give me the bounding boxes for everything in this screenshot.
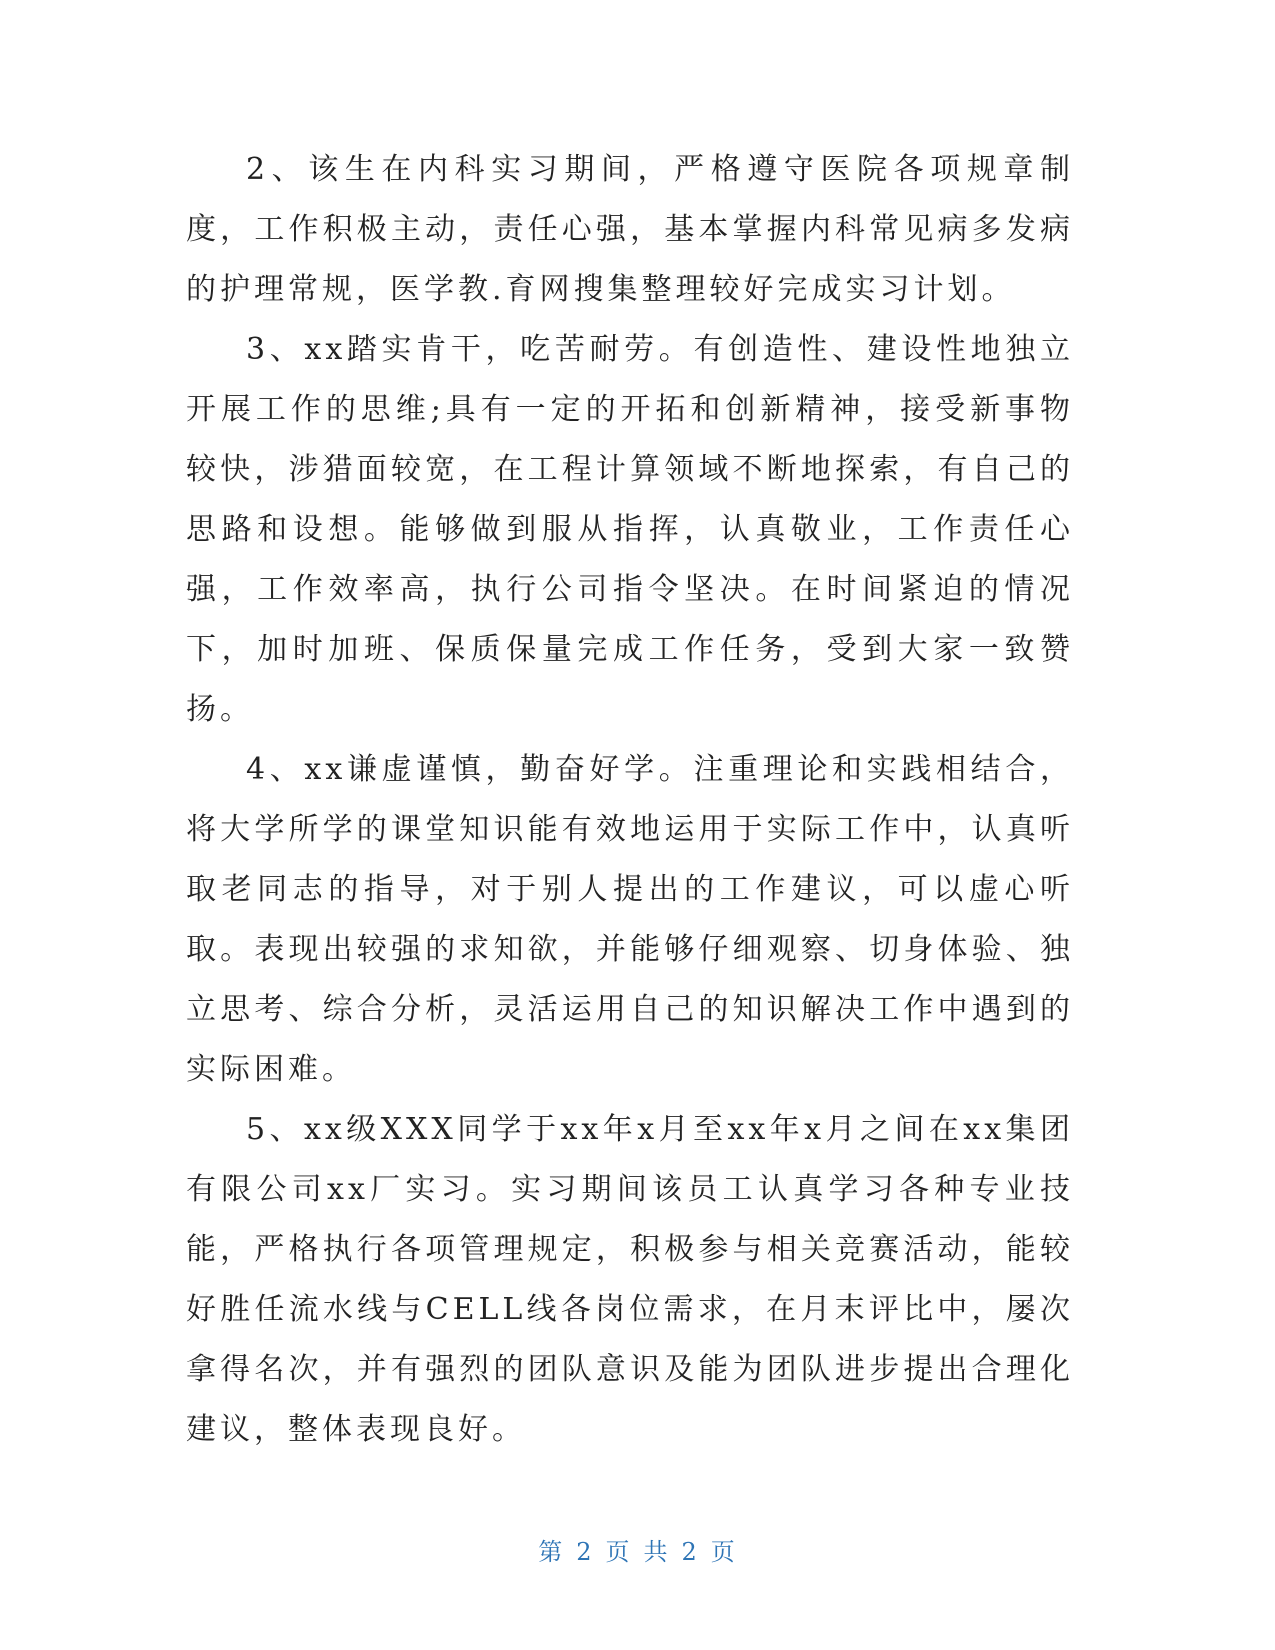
paragraph-item-2: 2、该生在内科实习期间，严格遵守医院各项规章制度，工作积极主动，责任心强，基本掌握内科常见病多发病的护理常规，医学教.育网搜集整理较好完成实习计划。 xyxy=(186,152,1074,307)
footer-page-unit: 页 xyxy=(605,1538,632,1566)
page-footer xyxy=(0,1532,1275,1567)
footer-current-page: 2 xyxy=(576,1538,594,1566)
paragraph-item-4: 4、xx谦虚谨慎，勤奋好学。注重理论和实践相结合，将大学所学的课堂知识能有效地运用于实际工作中，认真听取老同志的指导，对于别人提出的工作建议，可以虚心听取。表现出较强的求知欲，并能够仔细观察、切身体验、独立思考、综合分析，灵活运用自己的知识解决工作中遇到的实际困难。 xyxy=(186,752,1074,1087)
footer-total-pages: 2 xyxy=(681,1538,699,1566)
footer-total-prefix: 共 xyxy=(643,1538,670,1566)
footer-prefix: 第 xyxy=(538,1538,565,1566)
paragraph-item-5: 5、xx级XXX同学于xx年x月至xx年x月之间在xx集团有限公司xx厂实习。实习期间该员工认真学习各种专业技能，严格执行各项管理规定，积极参与相关竞赛活动，能较好胜任流水线与CELL线各岗位需求，在月末评比中，屡次拿得名次，并有强烈的团队意识及能为团队进步提出合理化建议，整体表现良好。 xyxy=(186,1112,1074,1447)
document-body xyxy=(186,140,1074,1460)
paragraph-item-3: 3、xx踏实肯干，吃苦耐劳。有创造性、建设性地独立开展工作的思维;具有一定的开拓和创新精神，接受新事物较快，涉猎面较宽，在工程计算领域不断地探索，有自己的思路和设想。能够做到服从指挥，认真敬业，工作责任心强，工作效率高，执行公司指令坚决。在时间紧迫的情况下，加时加班、保质保量完成工作任务，受到大家一致赞扬。 xyxy=(186,332,1074,727)
footer-total-unit: 页 xyxy=(710,1538,737,1566)
